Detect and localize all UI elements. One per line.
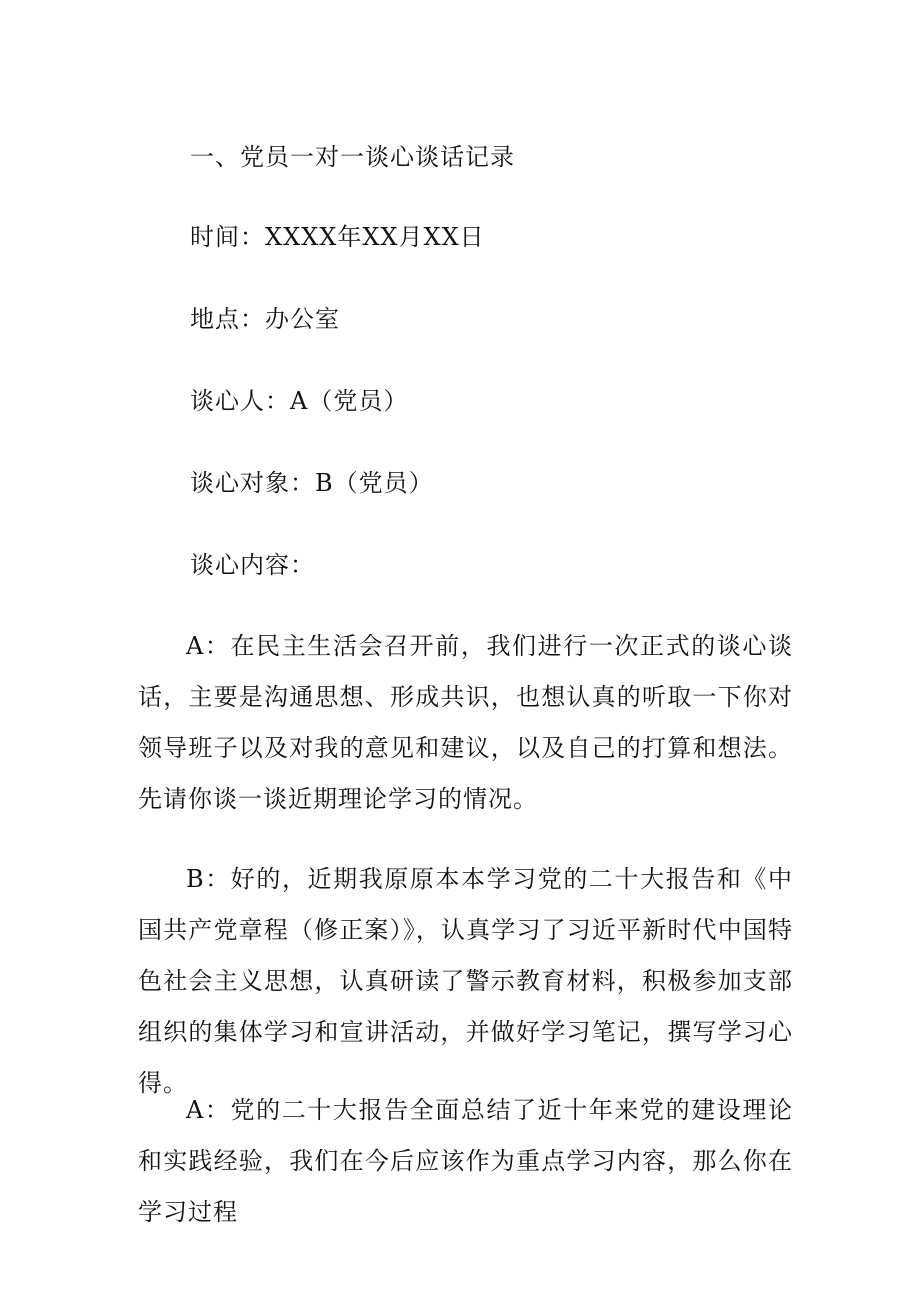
meeting-time: 时间：XXXX年XX月XX日 — [190, 223, 485, 251]
meeting-target: 谈心对象：B（党员） — [190, 469, 434, 497]
meeting-place: 地点：办公室 — [190, 305, 340, 333]
document-heading: 一、党员一对一谈心谈话记录 — [190, 143, 515, 171]
dialogue-paragraph-1: A：在民主生活会召开前，我们进行一次正式的谈心谈话，主要是沟通思想、形成共识，也想认真的听取一下你对领导班子以及对我的意见和建议，以及自己的打算和想法。先请你谈一谈近期理论学习的情况。 — [138, 632, 793, 813]
dialogue-paragraph-2: B：好的，近期我原原本本学习党的二十大报告和《中国共产党章程（修正案）》，认真学习了习近平新时代中国特色社会主义思想，认真研读了警示教育材料，积极参加支部组织的集体学习和宣讲活动，并做好学习笔记，撰写学习心得。 — [138, 865, 793, 1097]
dialogue-paragraph-3: A：党的二十大报告全面总结了近十年来党的建设理论和实践经验，我们在今后应该作为重点学习内容，那么你在学习过程 — [138, 1096, 793, 1226]
meeting-speaker: 谈心人：A（党员） — [190, 387, 409, 415]
content-label: 谈心内容： — [190, 551, 315, 579]
